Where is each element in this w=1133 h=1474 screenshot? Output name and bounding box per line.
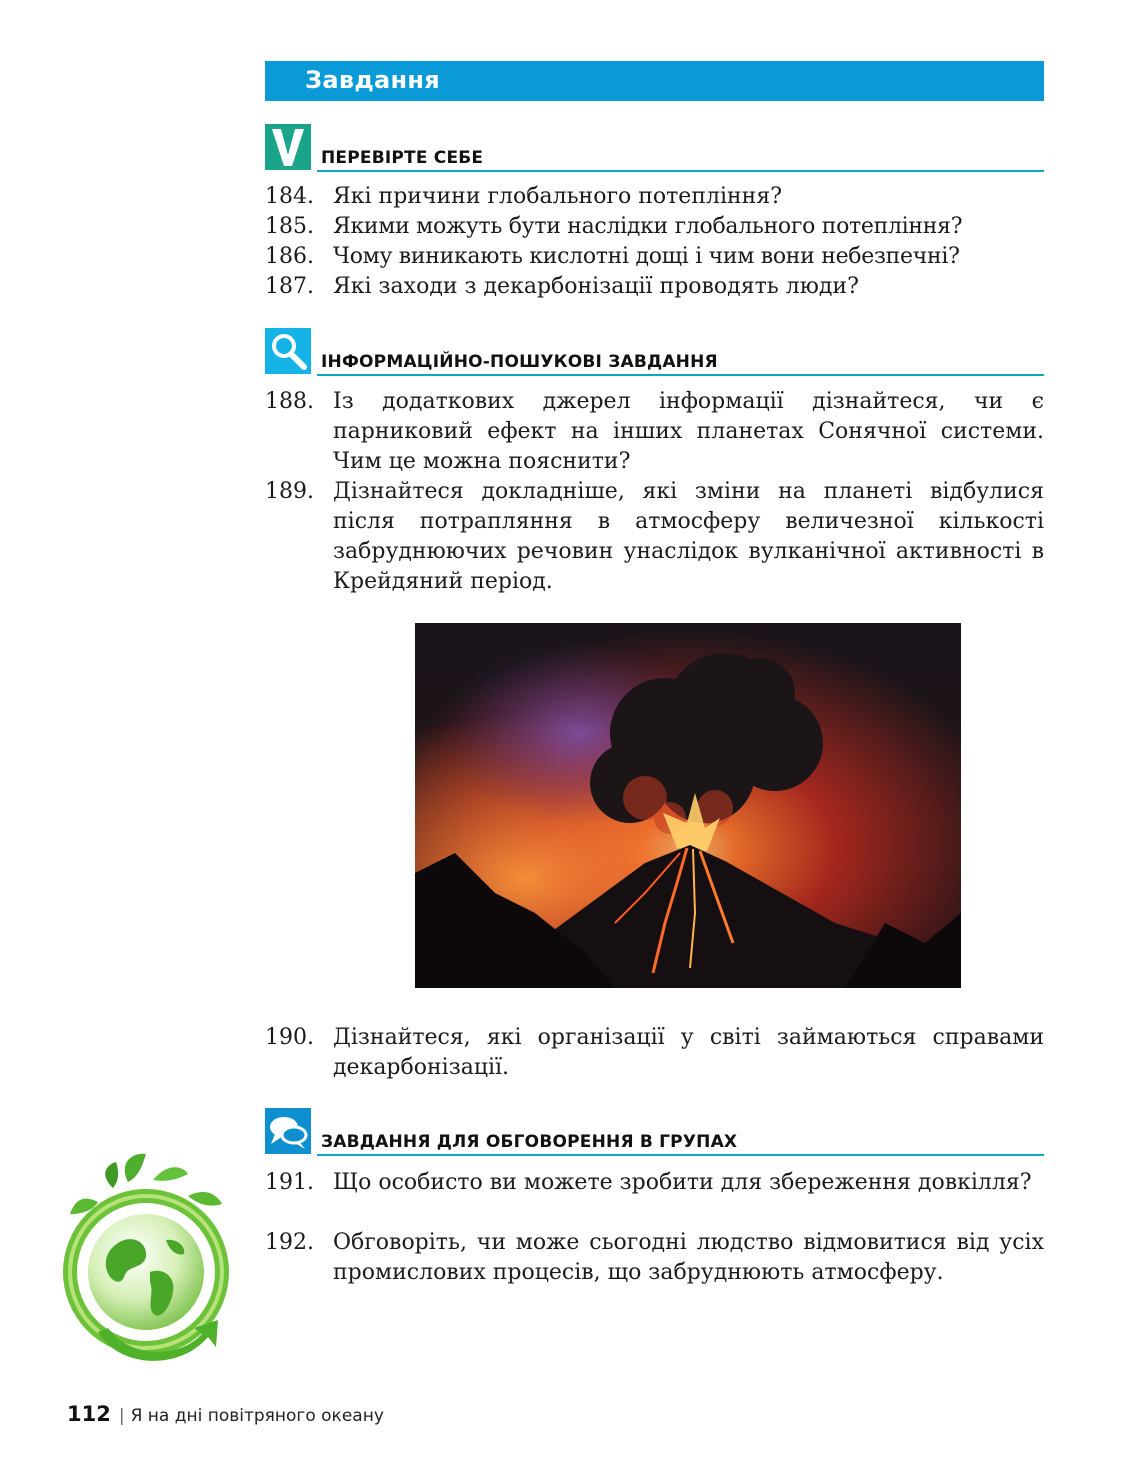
footer-separator: | <box>118 1406 125 1426</box>
task-text: Які заходи з декарбонізації проводять люди? <box>333 274 859 299</box>
task-number: 189. <box>265 479 314 504</box>
task-text: Дізнайтеся докладніше, які зміни на планеті відбулися після потрапляння в атмосферу величезної кількості забруднюючих речовин унаслідок вулканічної активності в Крейдяний період. <box>333 479 1044 594</box>
task-189 <box>265 477 1044 597</box>
section-title-search: ІНФОРМАЦІЙНО-ПОШУКОВІ ЗАВДАННЯ <box>321 352 718 372</box>
task-number: 188. <box>265 389 314 414</box>
task-text: Чому виникають кислотні дощі і чим вони небезпечні? <box>333 244 960 269</box>
section-rule <box>317 1154 1044 1156</box>
task-190 <box>265 1023 1044 1083</box>
task-186 <box>265 242 1044 272</box>
section-rule <box>317 374 1044 376</box>
task-number: 187. <box>265 274 314 299</box>
section-title-group: ЗАВДАННЯ ДЛЯ ОБГОВОРЕННЯ В ГРУПАХ <box>321 1132 738 1152</box>
section-banner <box>265 61 1044 101</box>
task-text: Із додаткових джерел інформації дізнайтеся, чи є парниковий ефект на інших планетах Сонячної системи. Чим це можна пояснити? <box>333 389 1044 474</box>
page-footer <box>67 1402 384 1426</box>
section-rule <box>317 170 1044 172</box>
task-number: 190. <box>265 1025 314 1050</box>
task-text: Які причини глобального потепління? <box>333 184 782 209</box>
section-header-group <box>265 1108 1044 1156</box>
task-text: Дізнайтеся, які організації у світі займаються справами декарбонізації. <box>333 1025 1044 1080</box>
chapter-title: Я на дні повітряного океану <box>130 1406 384 1426</box>
section-header-check <box>265 124 1044 172</box>
task-number: 186. <box>265 244 314 269</box>
task-185 <box>265 212 1044 242</box>
task-191 <box>265 1168 1044 1198</box>
section-header-search <box>265 328 1044 376</box>
checkmark-icon <box>265 124 311 170</box>
task-184 <box>265 182 1044 212</box>
banner-title: Завдання <box>305 66 440 94</box>
task-187 <box>265 272 1044 302</box>
magnifier-icon <box>265 328 311 374</box>
task-number: 191. <box>265 1170 314 1195</box>
task-text: Якими можуть бути наслідки глобального потепління? <box>333 214 963 239</box>
task-text: Обговоріть, чи може сьогодні людство відмовитися від усіх промислових процесів, що забруднюють атмосферу. <box>333 1230 1044 1285</box>
page-number: 112 <box>67 1402 111 1426</box>
volcano-eruption-image <box>415 623 961 988</box>
task-number: 184. <box>265 184 314 209</box>
task-text: Що особисто ви можете зробити для збереження довкілля? <box>333 1170 1032 1195</box>
task-188 <box>265 387 1044 477</box>
task-number: 185. <box>265 214 314 239</box>
section-title-check: ПЕРЕВІРТЕ СЕБЕ <box>321 148 484 168</box>
speech-bubbles-icon <box>265 1108 311 1154</box>
green-globe-icon <box>58 1152 234 1380</box>
task-number: 192. <box>265 1230 314 1255</box>
task-192 <box>265 1228 1044 1288</box>
